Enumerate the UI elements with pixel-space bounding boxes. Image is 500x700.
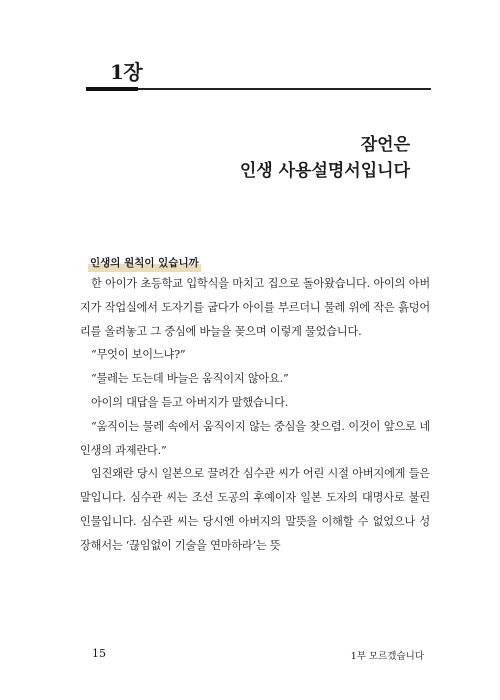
section-heading-text: 인생의 원칙이 있습니까 xyxy=(90,257,199,269)
chapter-label: 1장 xyxy=(110,60,143,84)
paragraph: 임진왜란 당시 일본으로 끌려간 심수관 씨가 어린 시절 아버지에게 들은 말입니다. 심수관 씨는 조선 도공의 후예이자 일본 도자의 대명사로 불린 인물입니다. 심수관 씨는 당시엔 아버지의 말뜻을 이해할 수 없었으나 성장해서는 ‘끊임없이 기술을 연마하라’는 뜻 xyxy=(80,467,430,552)
running-footer: 1부 모르겠습니다 xyxy=(350,651,424,662)
paragraph: “무엇이 보이느냐?” xyxy=(91,348,186,362)
page-number: 15 xyxy=(92,647,106,660)
paragraph: 아이의 대답을 듣고 아버지가 말했습니다. xyxy=(91,395,289,409)
chapter-title xyxy=(240,132,410,184)
paragraph: 한 아이가 초등학교 입학식을 마치고 집으로 돌아왔습니다. 아이의 아버지가 작업실에서 도자기를 굽다가 아이를 부르더니 물레 위에 작은 흙덩어리를 올려놓고 그 중심에 바늘을 꽂으며 이렇게 물었습니다. xyxy=(80,277,430,338)
chapter-divider xyxy=(86,88,431,90)
body-text xyxy=(80,272,430,558)
section-heading xyxy=(90,255,199,270)
chapter-title-line-2: 인생 사용설명서입니다 xyxy=(239,161,410,181)
paragraph: “물레는 도는데 바늘은 움직이지 않아요.” xyxy=(91,372,289,386)
chapter-title-line-1: 잠언은 xyxy=(360,135,410,155)
chapter-divider-accent xyxy=(86,87,138,91)
paragraph: “움직이는 물레 속에서 움직이지 않는 중심을 찾으렴. 이것이 앞으로 네 인생의 과제란다.” xyxy=(80,419,430,457)
